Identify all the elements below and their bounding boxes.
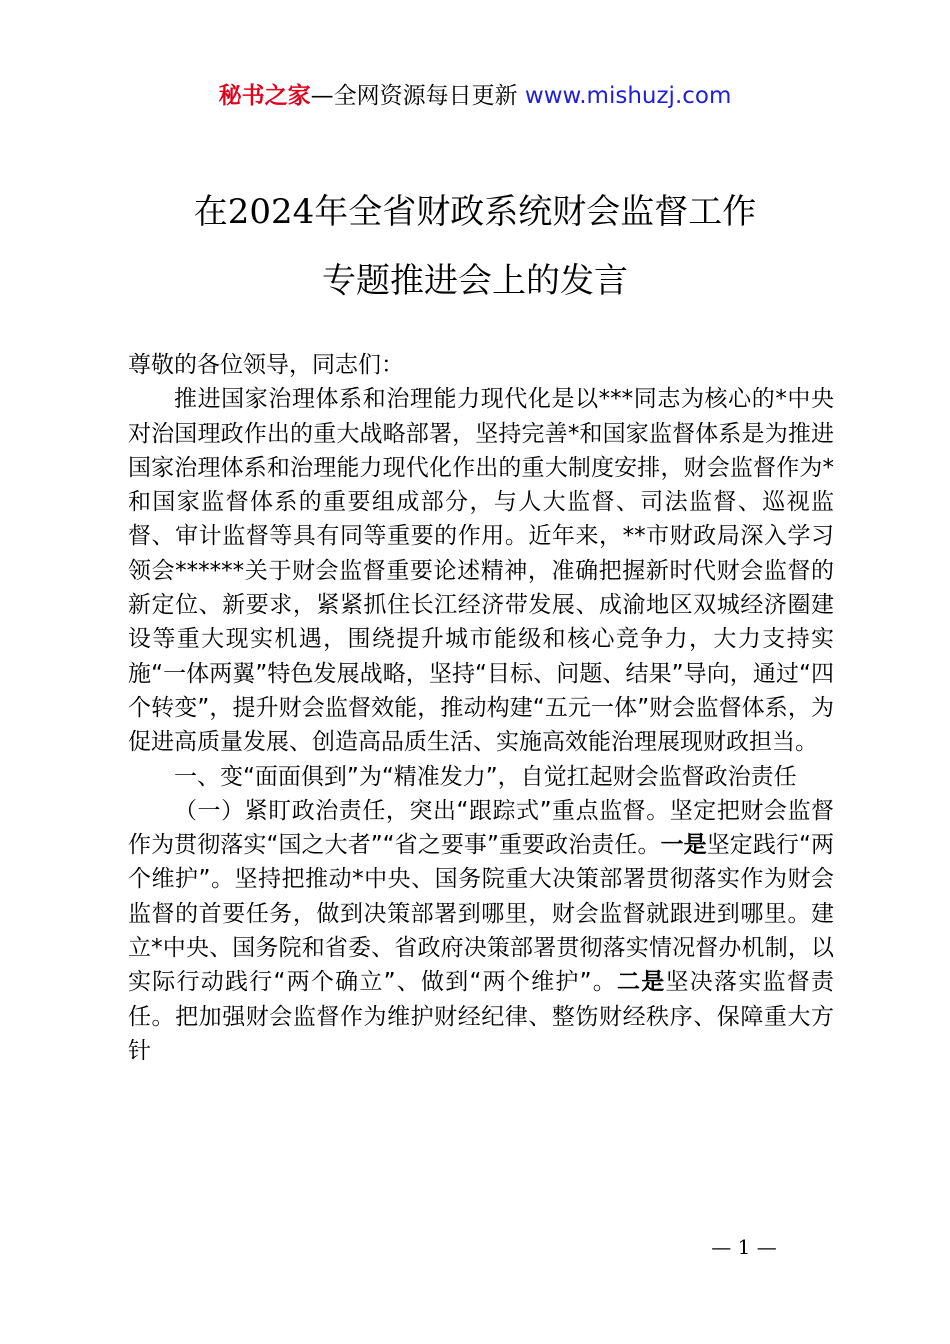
site-url-link[interactable]: www.mishuzj.com [524,83,732,109]
document-body [128,348,834,1068]
bold-marker-first: 一是 [660,832,707,859]
site-tagline: —全网资源每日更新 [310,83,525,109]
site-header [0,80,950,112]
document-title-line2: 专题推进会上的发言 [322,261,628,301]
paragraph-section-1-1 [128,794,834,1068]
paragraph-text: （一）紧盯政治责任，突出“跟踪式”重点监督。坚定把财会监督作为贯彻落实“国之大者”“省之要事”重要政治责任。 [128,797,834,859]
title-year: 2024 [227,192,315,232]
paragraph-text: 坚定践行“两个维护”。坚持把推动*中央、国务院重大决策部署贯彻落实作为财会监督的首要任务，做到决策部署到哪里，财会监督就跟进到哪里。建立*中央、国务院和省委、省政府决策部署贯彻落实情况督办机制，以实际行动践行“两个确立”、做到“两个维护”。 [128,832,834,996]
page-number: — 1 — [711,1235,777,1259]
salutation: 尊敬的各位领导，同志们： [128,352,404,378]
document-title-line1 [0,190,950,234]
title-suffix: 年全省财政系统财会监督工作 [314,192,757,232]
paragraph-text: 坚决落实监督责任。把加强财会监督作为维护财经纪律、整饬财经秩序、保障重大方针 [128,969,835,1064]
title-prefix: 在 [193,192,228,232]
paragraph-intro: 推进国家治理体系和治理能力现代化是以***同志为核心的*中央对治国理政作出的重大战略部署，坚持完善*和国家监督体系是为推进国家治理体系和治理能力现代化作出的重大制度安排，财会监督作为*和国家监督体系的重要组成部分，与人大监督、司法监督、巡视监督、审计监督等具有同等重要的作用。近年来，**市财政局深入学习领会******关于财会监督重要论述精神，准确把握新时代财会监督的新定位、新要求，紧紧抓住长江经济带发展、成渝地区双城经济圈建设等重大现实机遇，围绕提升城市能级和核心竞争力，大力支持实施“一体两翼”特色发展战略，坚持“目标、问题、结果”导向，通过“四个转变”，提升财会监督效能，推动构建“五元一体”财会监督体系，为促进高质量发展、创造高品质生活、实施高效能治理展现财政担当。 [128,386,834,756]
bold-marker-second: 二是 [617,969,666,996]
section-heading-1: 一、变“面面俱到”为“精准发力”，自觉扛起财会监督政治责任 [174,763,797,790]
site-name: 秘书之家 [218,83,311,109]
